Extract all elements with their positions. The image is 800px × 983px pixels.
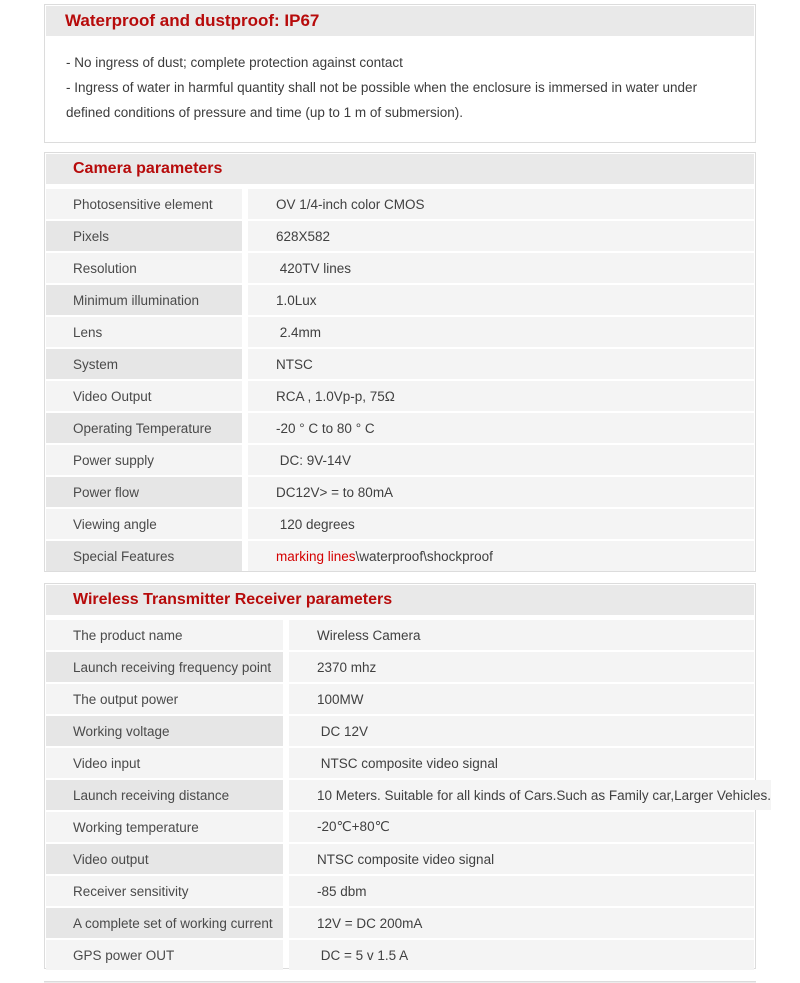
param-value: 100MW (289, 684, 754, 714)
param-label: Photosensitive element (46, 189, 242, 219)
param-value: 2370 mhz (289, 652, 754, 682)
table-row (46, 317, 754, 347)
param-label: Working voltage (46, 716, 283, 746)
param-value-highlight: marking lines (276, 548, 356, 564)
param-label: Video input (46, 748, 283, 778)
table-row (46, 940, 754, 970)
table-row (46, 477, 754, 507)
param-value: 628X582 (248, 221, 754, 251)
table-row (46, 684, 754, 714)
param-label: Special Features (46, 541, 242, 571)
table-row (46, 253, 754, 283)
param-label: The output power (46, 684, 283, 714)
ip67-section (44, 4, 756, 143)
param-label: A complete set of working current (46, 908, 283, 938)
param-label: Pixels (46, 221, 242, 251)
param-value (248, 541, 754, 571)
param-value: 12V = DC 200mA (289, 908, 754, 938)
wireless-parameters-section (44, 583, 771, 969)
param-label: Resolution (46, 253, 242, 283)
param-value: -20℃+80℃ (289, 812, 754, 842)
param-value: Wireless Camera (289, 620, 754, 650)
wireless-parameters-title: Wireless Transmitter Receiver parameters (73, 591, 393, 608)
param-label: Lens (46, 317, 242, 347)
param-label: System (46, 349, 242, 379)
table-row (46, 908, 754, 938)
camera-parameters-section (44, 152, 756, 572)
param-value: 1.0Lux (248, 285, 754, 315)
param-value: 420TV lines (248, 253, 754, 283)
table-row (46, 285, 754, 315)
param-value: DC = 5 v 1.5 A (289, 940, 754, 970)
param-value: NTSC (248, 349, 754, 379)
param-value: DC12V> = to 80mA (248, 477, 754, 507)
param-label: GPS power OUT (46, 940, 283, 970)
param-label: Power flow (46, 477, 242, 507)
table-row (46, 748, 754, 778)
camera-parameters-header (46, 154, 754, 184)
param-value: NTSC composite video signal (289, 844, 754, 874)
param-value: 2.4mm (248, 317, 754, 347)
wireless-parameters-header (46, 585, 754, 615)
ip67-line: - Ingress of water in harmful quantity shall not be possible when the enclosure is immersed in water under (66, 80, 698, 95)
param-label: Power supply (46, 445, 242, 475)
param-label: Launch receiving frequency point (46, 652, 283, 682)
param-value: 10 Meters. Suitable for all kinds of Cars.Such as Family car,Larger Vehicles. (289, 780, 771, 810)
table-row (46, 844, 754, 874)
table-row (46, 445, 754, 475)
table-row (46, 541, 754, 571)
param-value-rest: \waterproof\shockproof (355, 548, 493, 564)
ip67-line: defined conditions of pressure and time (up to 1 m of submersion). (66, 105, 463, 120)
table-row (46, 509, 754, 539)
table-row (46, 876, 754, 906)
param-label: Viewing angle (46, 509, 242, 539)
table-row (46, 652, 754, 682)
param-value: DC 12V (289, 716, 754, 746)
table-row (46, 780, 771, 810)
wireless-parameters-rows (45, 616, 771, 970)
param-label: The product name (46, 620, 283, 650)
ip67-section-title: Waterproof and dustproof: IP67 (65, 11, 320, 30)
camera-parameters-title: Camera parameters (73, 160, 223, 177)
ip67-line: - No ingress of dust; complete protection against contact (66, 55, 403, 70)
camera-parameters-rows (45, 185, 755, 571)
param-label: Minimum illumination (46, 285, 242, 315)
param-label: Video Output (46, 381, 242, 411)
param-value: DC: 9V-14V (248, 445, 754, 475)
param-value: -85 dbm (289, 876, 754, 906)
param-label: Operating Temperature (46, 413, 242, 443)
ip67-section-header (46, 6, 754, 36)
param-value: 120 degrees (248, 509, 754, 539)
param-label: Receiver sensitivity (46, 876, 283, 906)
table-row (46, 381, 754, 411)
table-row (46, 716, 754, 746)
table-row (46, 413, 754, 443)
table-row (46, 221, 754, 251)
param-value: RCA , 1.0Vp-p, 75Ω (248, 381, 754, 411)
ip67-description (45, 37, 755, 125)
table-row (46, 189, 754, 219)
param-label: Video output (46, 844, 283, 874)
param-value: OV 1/4-inch color CMOS (248, 189, 754, 219)
param-label: Launch receiving distance (46, 780, 283, 810)
table-row (46, 620, 754, 650)
table-row (46, 812, 754, 842)
param-value: -20 ° C to 80 ° C (248, 413, 754, 443)
param-label: Working temperature (46, 812, 283, 842)
param-value: NTSC composite video signal (289, 748, 754, 778)
table-row (46, 349, 754, 379)
